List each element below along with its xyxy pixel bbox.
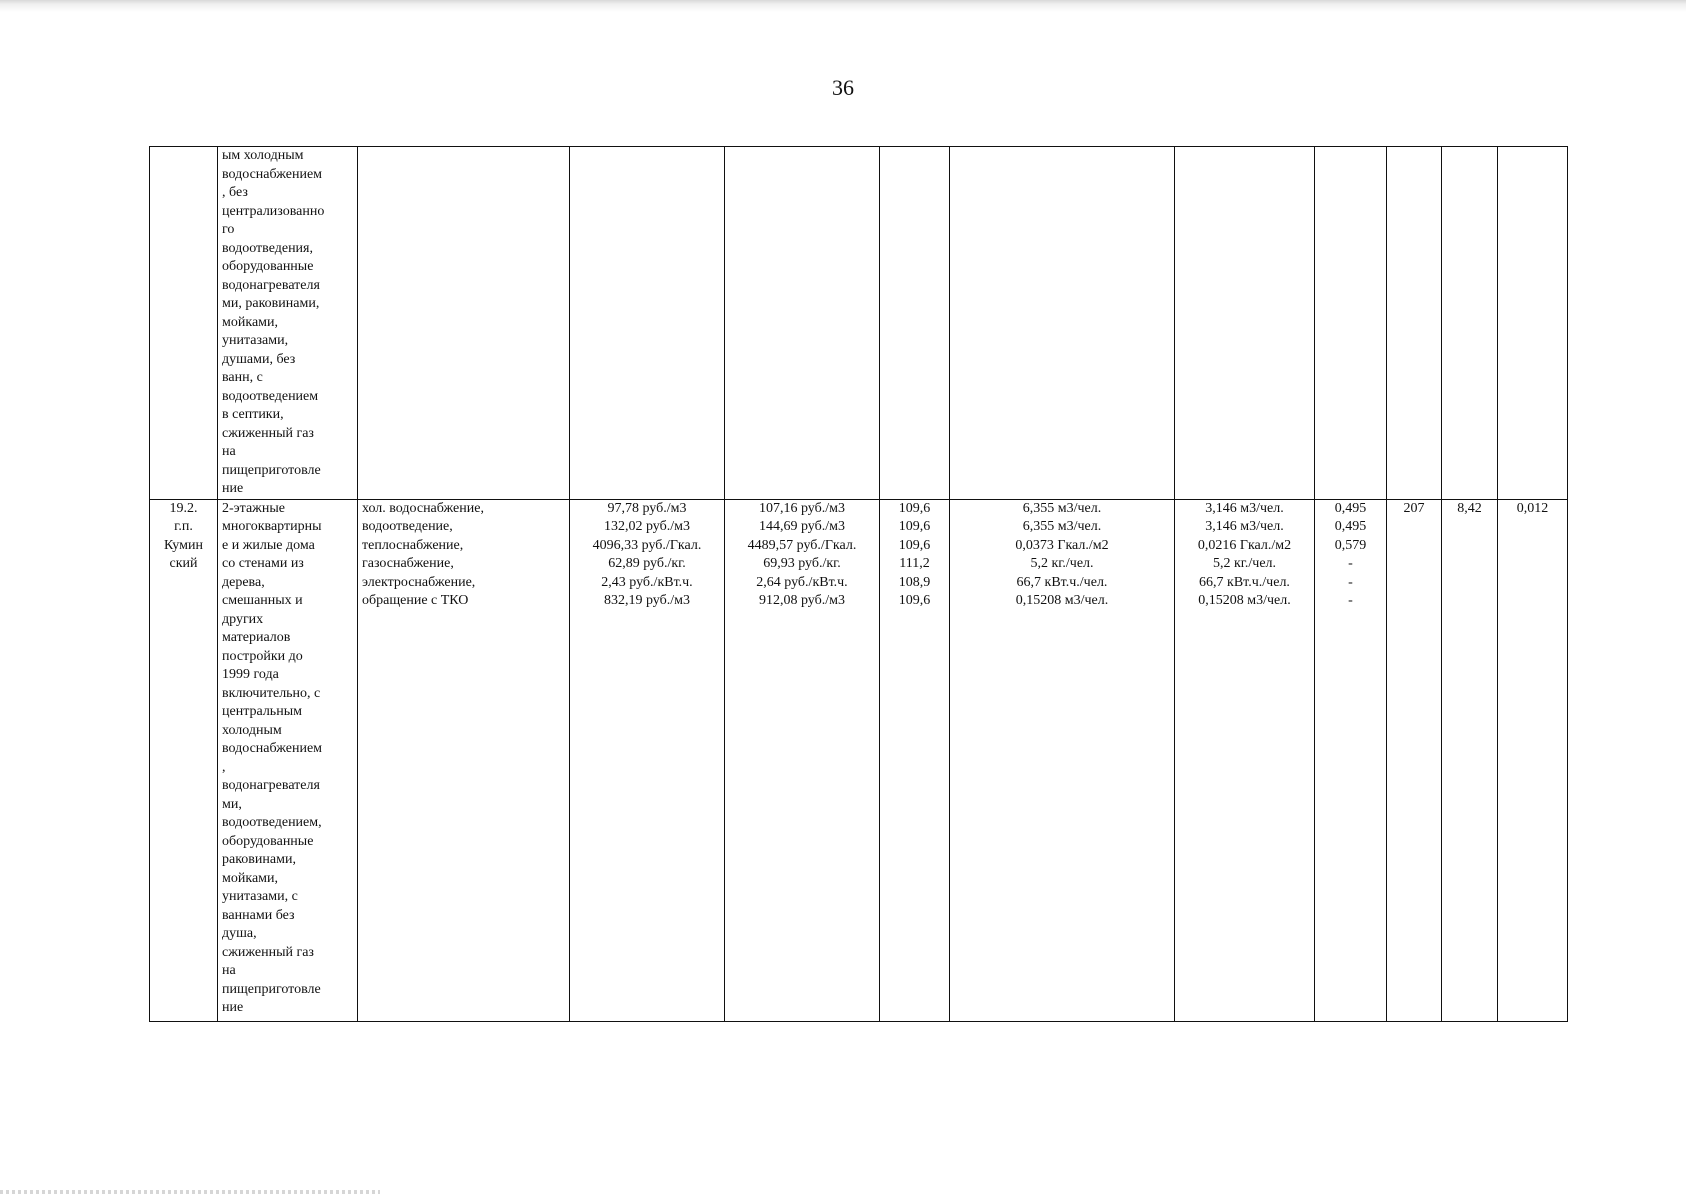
- cell-text-line: 66,7 кВт.ч./чел.: [1016, 574, 1108, 590]
- cell-text-line: водоотведение,: [362, 519, 453, 534]
- cell-location-empty: [150, 147, 218, 500]
- cell-text-line: теплоснабжение,: [362, 537, 464, 553]
- cell-text-line: со стенами из: [222, 556, 304, 571]
- cell-text-line: 912,08 руб./м3: [758, 593, 845, 608]
- cell-text-line: хол. водоснабжение,: [362, 500, 484, 516]
- cell-text-line: 0,0216 Гкал./м2: [1197, 537, 1292, 553]
- cell-text-line: материалов: [222, 630, 291, 645]
- cell-text-line: 0,579: [1334, 537, 1367, 553]
- cell-text-line: ванн, с: [222, 370, 263, 385]
- cell-text-line: 3,146 м3/чел.: [1205, 519, 1284, 534]
- cell-text-line: сжиженный газ: [222, 944, 314, 960]
- cell-text-line: -: [1348, 593, 1353, 608]
- cell-text-line: г.п.: [174, 519, 193, 534]
- cell-location: [150, 499, 218, 1021]
- cell-text-line: 5,2 кг./чел.: [1030, 556, 1094, 571]
- cell-text-line: ние: [222, 1000, 244, 1015]
- cell-tariff2-empty: [725, 147, 880, 500]
- cell-text-line: 107,16 руб./м3: [758, 500, 845, 516]
- cell-text-line: 132,02 руб./м3: [603, 519, 690, 534]
- cell-text-line: 832,19 руб./м3: [603, 593, 690, 608]
- cell-tariffs-1: [570, 499, 725, 1021]
- cell-text-line: водоотведением: [222, 388, 319, 404]
- cell-text-line: электроснабжение,: [362, 574, 476, 590]
- cell-text-line: ми, раковинами,: [222, 296, 320, 311]
- cell-text-line: душами, без: [222, 351, 296, 367]
- cell-text-line: 109,6: [898, 519, 931, 534]
- cell-text-line: ым холодным: [222, 148, 304, 163]
- cell-text-line: оборудованные: [222, 833, 314, 849]
- cell-text-line: 0,15208 м3/чел.: [1015, 593, 1109, 608]
- cell-col12-empty: [1442, 147, 1498, 500]
- cell-text-line: ский: [169, 556, 198, 571]
- cell-text-line: пищеприготовле: [222, 981, 321, 997]
- cell-text-line: мойками,: [222, 870, 279, 886]
- scan-edge-bottom: [0, 1190, 380, 1194]
- cell-text-line: 6,355 м3/чел.: [1022, 500, 1102, 516]
- cell-tariffs-2: [725, 499, 880, 1021]
- cell-text-line: -: [1348, 574, 1353, 590]
- cell-text-line: ми,: [222, 796, 242, 812]
- cell-text-line: е и жилые дома: [222, 537, 315, 553]
- cell-coef-empty: [1315, 147, 1387, 500]
- cell-text-line: холодным: [222, 722, 282, 738]
- cell-text-line: 109,6: [898, 500, 931, 516]
- cell-text-line: водоотведения,: [222, 240, 313, 256]
- cell-index: [880, 499, 950, 1021]
- cell-text-line: газоснабжение,: [362, 556, 454, 571]
- cell-text-line: в септики,: [222, 407, 284, 422]
- cell-text-line: водонагревателя: [222, 277, 320, 293]
- cell-tariff1-empty: [570, 147, 725, 500]
- scan-edge-top: [0, 0, 1686, 12]
- cell-text-line: ние: [222, 481, 244, 496]
- cell-text-line: других: [222, 611, 264, 627]
- cell-text-line: 4096,33 руб./Гкал.: [592, 537, 702, 553]
- cell-text-line: водоотведением,: [222, 815, 322, 830]
- cell-text-line: 69,93 руб./кг.: [763, 556, 841, 571]
- cell-text-line: водонагревателя: [222, 778, 320, 793]
- cell-services: [358, 499, 570, 1021]
- cell-text-line: 0,0373 Гкал./м2: [1015, 537, 1109, 553]
- table-row-continued: [150, 147, 1568, 500]
- cell-col-13: 0,012: [1498, 499, 1568, 1021]
- cell-text-line: обращение с ТКО: [362, 593, 469, 608]
- cell-text-line: 62,89 руб./кг.: [608, 556, 686, 571]
- cell-description-continued: [218, 147, 358, 500]
- cell-text-line: 109,6: [898, 593, 931, 608]
- tariff-table: [149, 146, 1568, 1022]
- cell-text-line: водоснабжением: [222, 741, 323, 756]
- cell-text-line: 97,78 руб./м3: [607, 500, 687, 516]
- cell-text-line: оборудованные: [222, 259, 314, 274]
- cell-col13-empty: [1498, 147, 1568, 500]
- cell-text-line: душа,: [222, 926, 257, 941]
- cell-text-line: 4489,57 руб./Гкал.: [747, 537, 857, 553]
- cell-text-line: 19.2.: [169, 500, 198, 516]
- cell-text-line: 2-этажные: [222, 500, 285, 516]
- cell-text-line: включительно, с: [222, 685, 321, 701]
- cell-text-line: ваннами без: [222, 907, 295, 923]
- cell-text-line: центральным: [222, 704, 302, 719]
- cell-text-line: на: [222, 963, 236, 978]
- cell-description: [218, 499, 358, 1021]
- cell-norms2-empty: [1175, 147, 1315, 500]
- cell-text-line: 0,495: [1334, 500, 1367, 516]
- cell-text-line: , без: [222, 185, 248, 200]
- cell-text-line: 144,69 руб./м3: [758, 519, 845, 534]
- cell-text-line: ,: [222, 759, 226, 775]
- cell-norms1-empty: [950, 147, 1175, 500]
- cell-index-empty: [880, 147, 950, 500]
- cell-text-line: централизованно: [222, 203, 325, 219]
- cell-text-line: го: [222, 222, 235, 237]
- cell-text-line: 5,2 кг./чел.: [1212, 556, 1277, 571]
- cell-norms-2: [1175, 499, 1315, 1021]
- cell-text-line: унитазами,: [222, 333, 289, 348]
- cell-text-line: смешанных и: [222, 593, 303, 608]
- cell-text-line: многоквартирны: [222, 519, 322, 534]
- cell-text-line: 0,15208 м3/чел.: [1198, 593, 1291, 608]
- cell-text-line: 66,7 кВт.ч./чел.: [1199, 574, 1290, 590]
- cell-coefficients: [1315, 499, 1387, 1021]
- cell-text-line: постройки до: [222, 648, 303, 664]
- table-row-19-2: [150, 499, 1568, 1021]
- cell-col-12: 8,42: [1442, 499, 1498, 1021]
- cell-text-line: дерева,: [222, 574, 265, 590]
- cell-text-line: 111,2: [899, 556, 930, 571]
- cell-text-line: Кумин: [164, 537, 203, 553]
- cell-col11-empty: [1387, 147, 1442, 500]
- cell-text-line: 109,6: [898, 537, 931, 553]
- cell-text-line: пищеприготовле: [222, 462, 321, 478]
- cell-text-line: раковинами,: [222, 852, 296, 867]
- cell-text-line: 2,64 руб./кВт.ч.: [756, 574, 848, 590]
- cell-text-line: мойками,: [222, 314, 279, 330]
- cell-text-line: сжиженный газ: [222, 425, 314, 441]
- cell-text-line: водоснабжением: [222, 166, 323, 182]
- cell-text-line: 0,495: [1334, 519, 1367, 534]
- cell-text-line: 1999 года: [222, 667, 279, 682]
- page-number: 36: [832, 75, 854, 100]
- cell-text-line: унитазами, с: [222, 889, 298, 904]
- cell-text-line: 108,9: [898, 574, 931, 590]
- cell-norms-1: [950, 499, 1175, 1021]
- cell-text-line: 6,355 м3/чел.: [1022, 519, 1102, 534]
- cell-col-11: 207: [1387, 499, 1442, 1021]
- cell-text-line: 2,43 руб./кВт.ч.: [601, 574, 693, 590]
- cell-text-line: на: [222, 444, 236, 459]
- cell-text-line: 3,146 м3/чел.: [1205, 500, 1284, 516]
- cell-services-empty: [358, 147, 570, 500]
- cell-text-line: -: [1348, 556, 1353, 571]
